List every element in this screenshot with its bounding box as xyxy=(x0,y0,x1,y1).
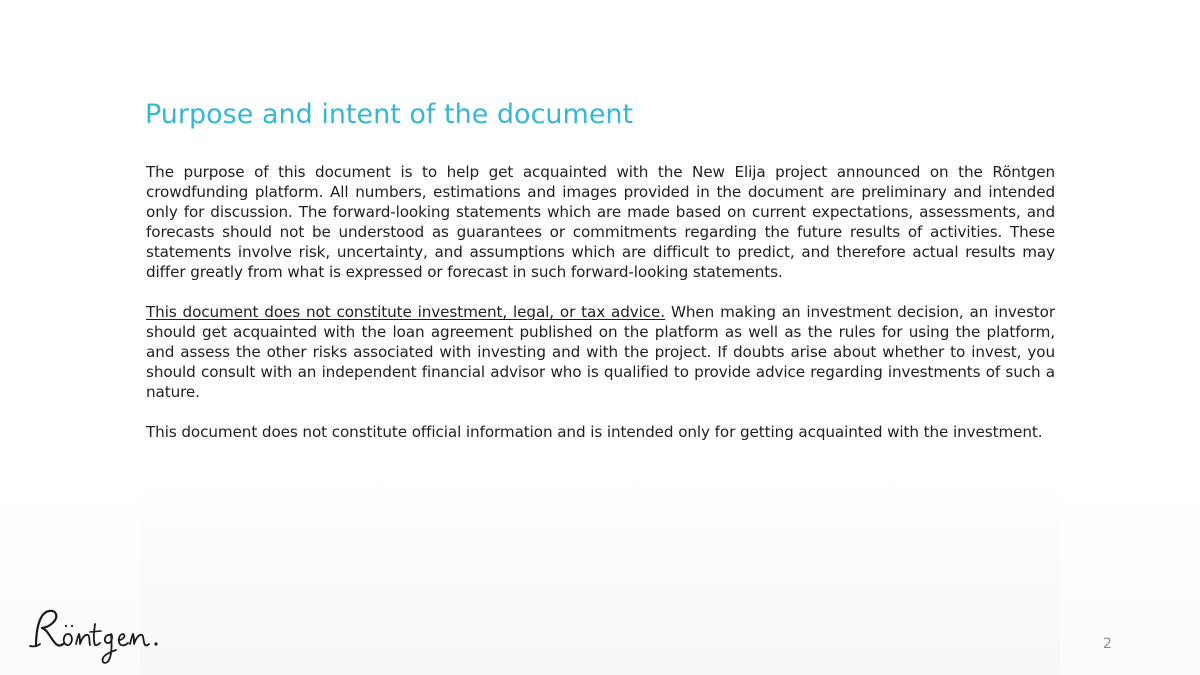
paragraph-official-info: This document does not constitute official information and is intended only for getting acquainted with the investment. xyxy=(146,423,1043,441)
paragraph-disclaimer xyxy=(146,302,1055,402)
content-shade xyxy=(140,470,1060,675)
disclaimer-rest: When making an investment decision, an investor should get acquainted with the loan agreement published on the platform as well as the rules for using the platform, and assess the other risks associated with investing and with the project. If doubts arise about whether to invest, you should consult with an independent financial advisor who is qualified to provide advice regarding investments of such a nature. xyxy=(146,303,1055,401)
disclaimer-underlined: This document does not constitute investment, legal, or tax advice. xyxy=(146,303,666,321)
rontgen-logo xyxy=(22,600,172,670)
page-title: Purpose and intent of the document xyxy=(145,99,634,130)
body-text xyxy=(146,162,1055,462)
page-number: 2 xyxy=(1103,636,1112,652)
paragraph-purpose: The purpose of this document is to help get acquainted with the New Elija project announced on the Röntgen crowdfunding platform. All numbers, estimations and images provided in the document are preliminary and intended only for discussion. The forward-looking statements which are made based on current expectations, assessments, and forecasts should not be understood as guarantees or commitments regarding the future results of activities. These statements involve risk, uncertainty, and assumptions which are difficult to predict, and therefore actual results may differ greatly from what is expressed or forecast in such forward-looking statements. xyxy=(146,163,1055,281)
